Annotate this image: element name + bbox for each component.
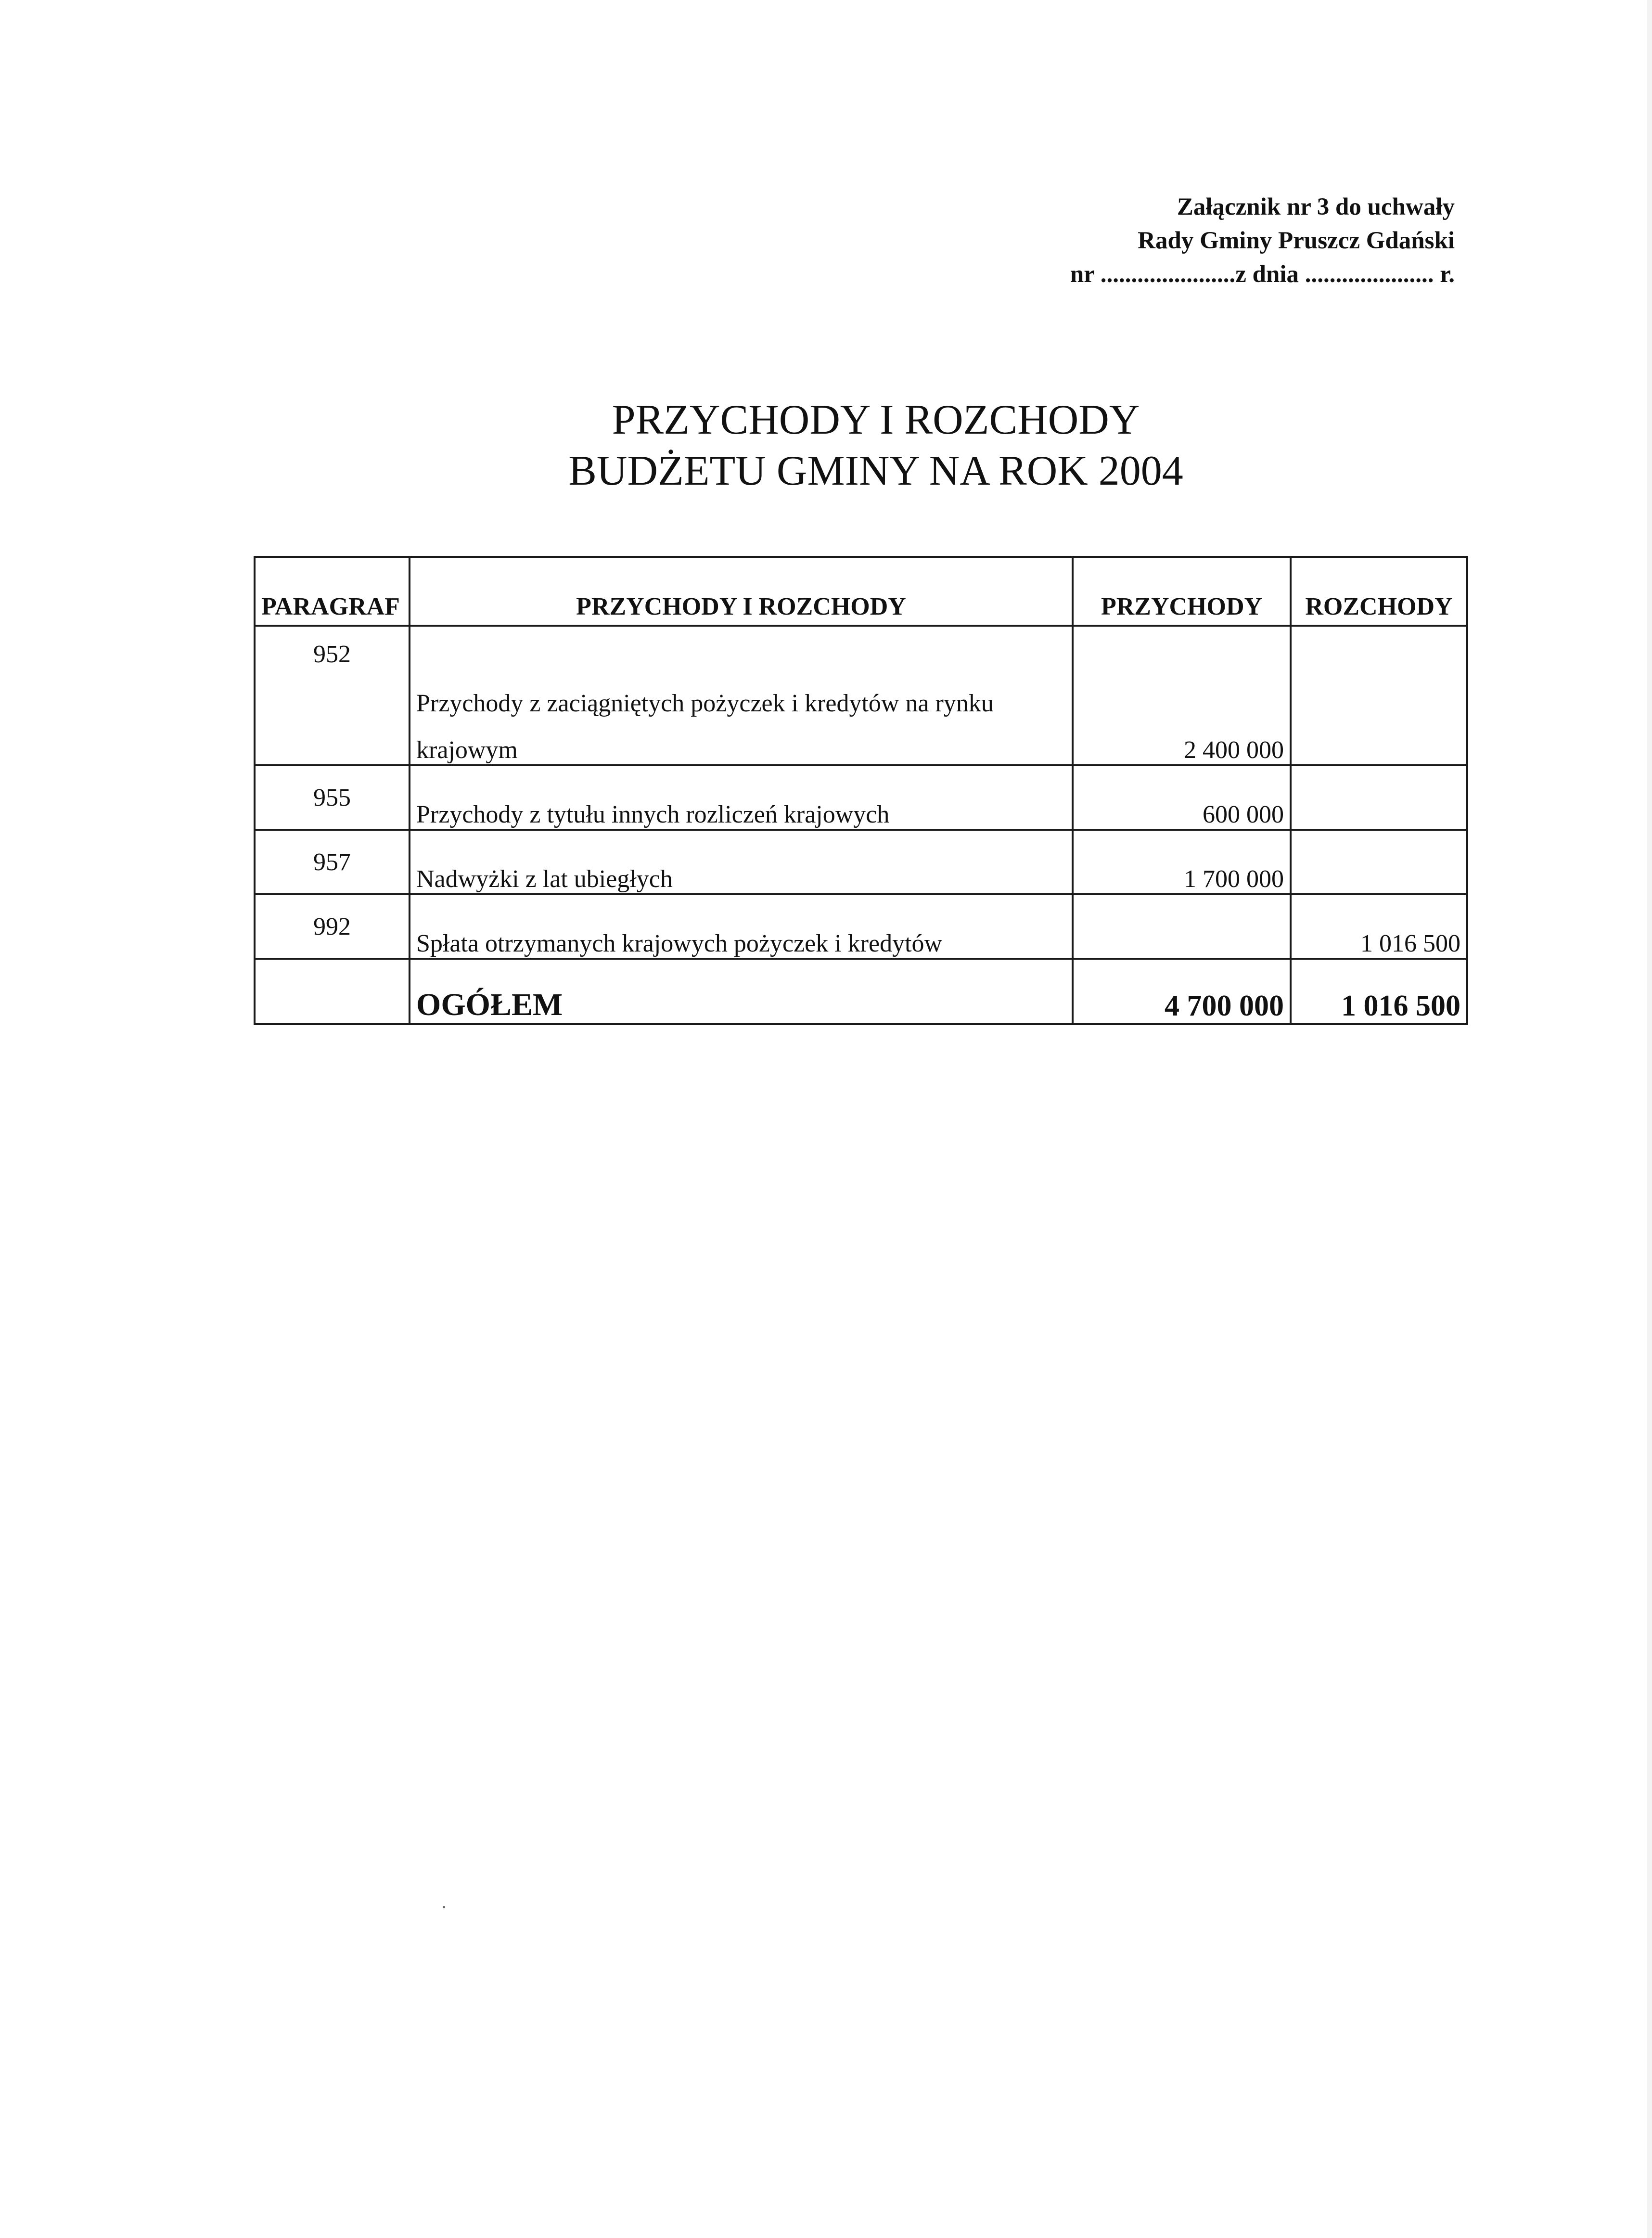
description-cell: Spłata otrzymanych krajowych pożyczek i kredytów <box>410 894 1073 959</box>
annex-line-3: nr ......................z dnia ..................... r. <box>1070 261 1455 288</box>
description-line-2: krajowym <box>416 736 518 764</box>
column-header-paragraf: PARAGRAF <box>255 557 410 626</box>
rozchody-cell: 1 016 500 <box>1291 894 1467 959</box>
paragraf-cell: 952 <box>255 626 410 765</box>
przychody-cell: 1 700 000 <box>1073 830 1291 894</box>
annex-line-1: Załącznik nr 3 do uchwały <box>1177 193 1455 220</box>
table-row <box>255 894 1467 959</box>
title-line-1: PRZYCHODY I ROZCHODY <box>612 397 1140 443</box>
total-row <box>255 959 1467 1024</box>
description-line-1: Przychody z zaciągniętych pożyczek i kredytów na rynku <box>416 690 994 717</box>
column-header-przychody: PRZYCHODY <box>1073 557 1291 626</box>
table-header-row <box>255 557 1467 626</box>
rozchody-cell <box>1291 830 1467 894</box>
rozchody-cell <box>1291 765 1467 830</box>
table-row <box>255 626 1467 765</box>
paragraf-cell: 992 <box>255 894 410 959</box>
description-cell <box>410 626 1073 765</box>
column-header-opis: PRZYCHODY I ROZCHODY <box>410 557 1073 626</box>
table-row <box>255 830 1467 894</box>
budget-table <box>254 556 1468 1025</box>
total-przychody: 4 700 000 <box>1073 959 1291 1024</box>
column-header-rozchody: ROZCHODY <box>1291 557 1467 626</box>
description-cell: Przychody z tytułu innych rozliczeń krajowych <box>410 765 1073 830</box>
title-line-2: BUDŻETU GMINY NA ROK 2004 <box>568 448 1183 494</box>
total-rozchody: 1 016 500 <box>1291 959 1467 1024</box>
annex-line-2: Rady Gminy Pruszcz Gdański <box>1138 227 1455 254</box>
przychody-cell: 2 400 000 <box>1073 626 1291 765</box>
paragraf-cell: 957 <box>255 830 410 894</box>
document-title <box>0 395 1652 497</box>
total-paragraf-cell <box>255 959 410 1024</box>
przychody-cell: 600 000 <box>1073 765 1291 830</box>
paragraf-cell: 955 <box>255 765 410 830</box>
rozchody-cell <box>1291 626 1467 765</box>
przychody-cell <box>1073 894 1291 959</box>
description-cell: Nadwyżki z lat ubiegłych <box>410 830 1073 894</box>
scan-speck <box>443 1906 445 1908</box>
total-label: OGÓŁEM <box>410 959 1073 1024</box>
annex-header <box>1070 190 1455 291</box>
scan-page-edge <box>1647 0 1652 2238</box>
table-row <box>255 765 1467 830</box>
